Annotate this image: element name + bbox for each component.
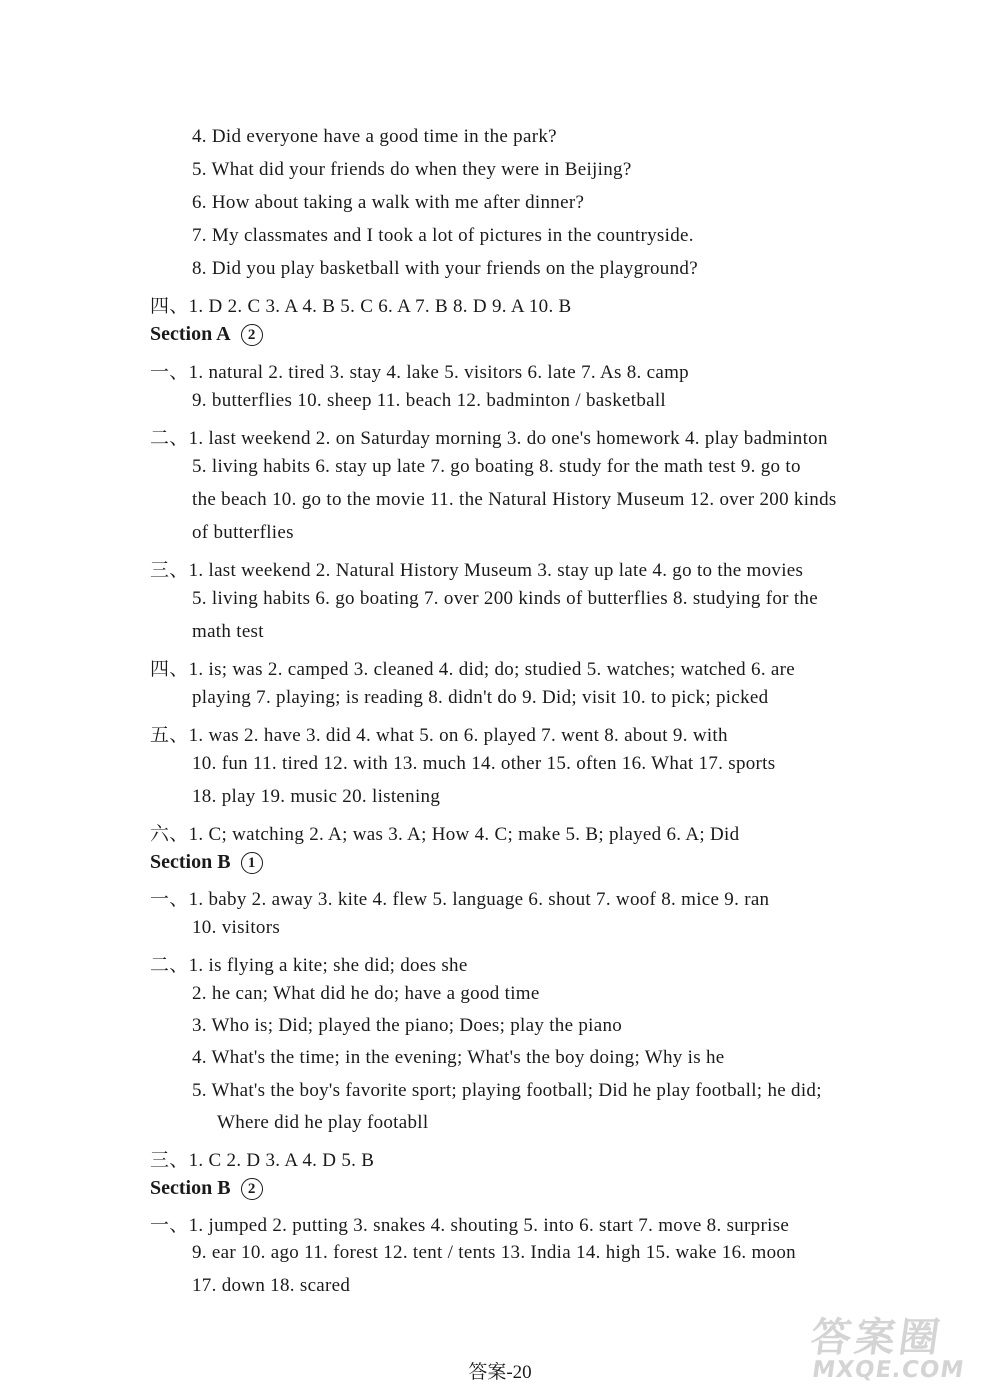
answer-line: 4. What's the time; in the evening; What's the boy doing; Why is he: [192, 1047, 725, 1068]
answer-line: 10. fun 11. tired 12. with 13. much 14. other 15. often 16. What 17. sports: [192, 753, 776, 774]
section-heading-b1: [150, 851, 263, 874]
answer-line: 五、1. was 2. have 3. did 4. what 5. on 6. played 7. went 8. about 9. with: [150, 725, 728, 746]
answer-line: 8. Did you play basketball with your friends on the playground?: [192, 258, 698, 279]
answer-line: 5. living habits 6. go boating 7. over 200 kinds of butterflies 8. studying for the: [192, 588, 818, 609]
answer-line: Where did he play footabll: [217, 1112, 429, 1133]
circled-number: 2: [241, 324, 263, 346]
answer-line: 一、1. natural 2. tired 3. stay 4. lake 5. visitors 6. late 7. As 8. camp: [150, 362, 689, 383]
answer-line: 二、1. last weekend 2. on Saturday morning 3. do one's homework 4. play badminton: [150, 428, 828, 449]
circled-number: 1: [241, 852, 263, 874]
answer-line: 二、1. is flying a kite; she did; does she: [150, 955, 468, 976]
page-number: 答案-20: [468, 1362, 532, 1383]
answer-line: 5. What did your friends do when they were in Beijing?: [192, 159, 632, 180]
answer-line: 10. visitors: [192, 917, 281, 938]
answer-line: 三、1. C 2. D 3. A 4. D 5. B: [150, 1150, 375, 1171]
answer-line: 一、1. jumped 2. putting 3. snakes 4. shouting 5. into 6. start 7. move 8. surprise: [150, 1215, 790, 1236]
answer-line: 9. butterflies 10. sheep 11. beach 12. badminton / basketball: [192, 390, 667, 411]
answer-line: 六、1. C; watching 2. A; was 3. A; How 4. C; make 5. B; played 6. A; Did: [150, 824, 740, 845]
answer-line: 7. My classmates and I took a lot of pictures in the countryside.: [192, 225, 694, 246]
answer-line: math test: [192, 621, 264, 642]
answer-line: 三、1. last weekend 2. Natural History Museum 3. stay up late 4. go to the movies: [150, 560, 804, 581]
section-title: Section B: [150, 851, 231, 873]
answer-line: 4. Did everyone have a good time in the park?: [192, 126, 557, 147]
section-title: Section A: [150, 323, 231, 345]
answer-line: 18. play 19. music 20. listening: [192, 786, 441, 807]
watermark-url: MXQE.COM: [810, 1357, 967, 1383]
answer-line: 5. living habits 6. stay up late 7. go boating 8. study for the math test 9. go to: [192, 456, 801, 477]
answer-line: 四、1. is; was 2. camped 3. cleaned 4. did; do; studied 5. watches; watched 6. are: [150, 659, 796, 680]
section-heading-b2: [150, 1177, 263, 1200]
answer-line: 2. he can; What did he do; have a good time: [192, 983, 540, 1004]
answer-line: 一、1. baby 2. away 3. kite 4. flew 5. language 6. shout 7. woof 8. mice 9. ran: [150, 889, 770, 910]
section-title: Section B: [150, 1177, 231, 1199]
answer-line: 5. What's the boy's favorite sport; playing football; Did he play football; he did;: [192, 1080, 822, 1101]
answer-line: the beach 10. go to the movie 11. the Natural History Museum 12. over 200 kinds: [192, 489, 837, 510]
answer-line: 四、1. D 2. C 3. A 4. B 5. C 6. A 7. B 8. D 9. A 10. B: [150, 296, 572, 317]
answer-line: playing 7. playing; is reading 8. didn't do 9. Did; visit 10. to pick; picked: [192, 687, 769, 708]
answer-line: 6. How about taking a walk with me after dinner?: [192, 192, 585, 213]
watermark-logo: 答案圈: [807, 1315, 947, 1361]
answer-line: 9. ear 10. ago 11. forest 12. tent / tents 13. India 14. high 15. wake 16. moon: [192, 1242, 796, 1263]
circled-number: 2: [241, 1178, 263, 1200]
answer-line: 17. down 18. scared: [192, 1275, 351, 1296]
answer-line: 3. Who is; Did; played the piano; Does; play the piano: [192, 1015, 623, 1036]
answer-line: of butterflies: [192, 522, 294, 543]
section-heading-a2: [150, 323, 263, 346]
